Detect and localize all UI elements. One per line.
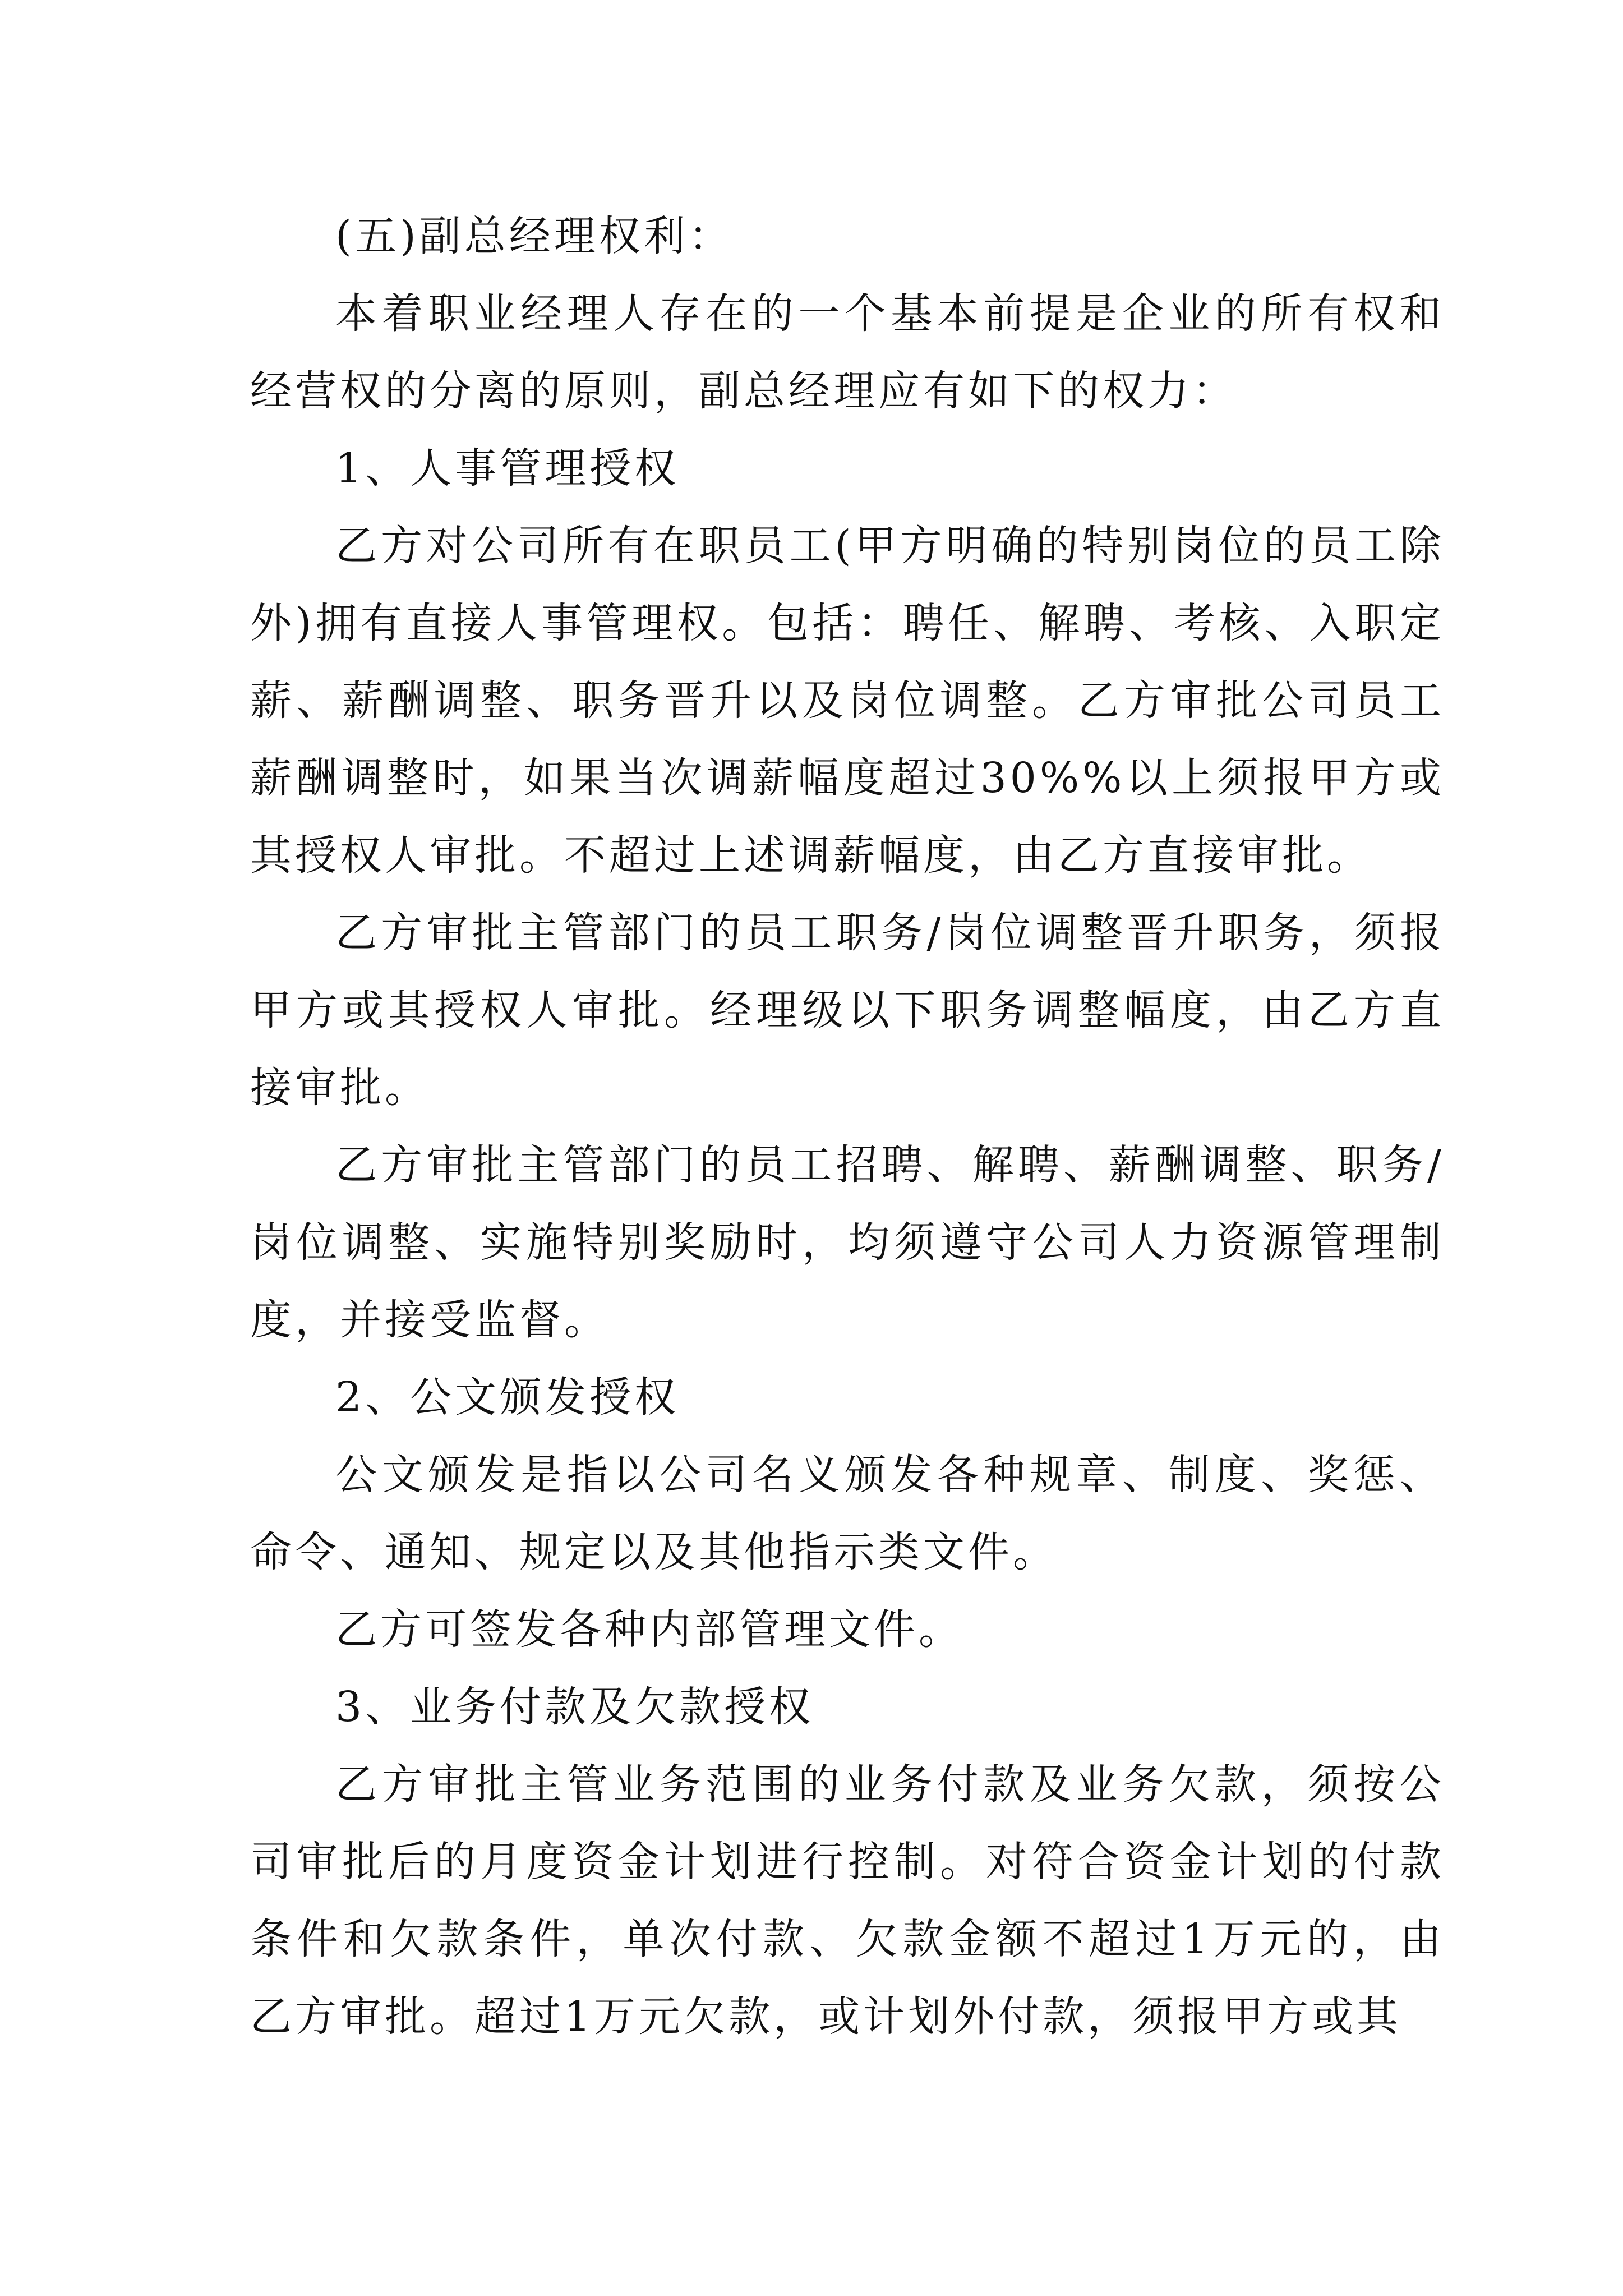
item3-paragraph-1: 乙方审批主管业务范围的业务付款及业务欠款，须按公司审批后的月度资金计划进行控制。对符合资金计划的付款条件和欠款条件，单次付款、欠款金额不超过1万元的，由乙方审批。超过1万元欠款，或计划外付款，须报甲方或其 (250, 1760, 1445, 2041)
item3-heading: 3、业务付款及欠款授权 (335, 1683, 814, 1731)
intro-paragraph: 本着职业经理人存在的一个基本前提是企业的所有权和经营权的分离的原则，副总经理应有如下的权力： (250, 289, 1445, 415)
item2-paragraph-2: 乙方可签发各种内部管理文件。 (335, 1605, 963, 1654)
document-body (250, 197, 1445, 2055)
item1-paragraph-2: 乙方审批主管部门的员工职务/岗位调整晋升职务，须报甲方或其授权人审批。经理级以下职务调整幅度，由乙方直接审批。 (250, 909, 1445, 1112)
item1-paragraph-1: 乙方对公司所有在职员工(甲方明确的特别岗位的员工除外)拥有直接人事管理权。包括：聘任、解聘、考核、入职定薪、薪酬调整、职务晋升以及岗位调整。乙方审批公司员工薪酬调整时，如果当次调薪幅度超过30%%以上须报甲方或其授权人审批。不超过上述调薪幅度，由乙方直接审批。 (250, 522, 1445, 880)
item1-paragraph-3: 乙方审批主管部门的员工招聘、解聘、薪酬调整、职务/岗位调整、实施特别奖励时，均须遵守公司人力资源管理制度，并接受监督。 (250, 1141, 1445, 1344)
item1-heading: 1、人事管理授权 (335, 444, 680, 493)
item2-paragraph-1: 公文颁发是指以公司名义颁发各种规章、制度、奖惩、命令、通知、规定以及其他指示类文件。 (250, 1451, 1445, 1576)
section-title: (五)副总经理权利： (335, 212, 734, 260)
item2-heading: 2、公文颁发授权 (335, 1373, 680, 1421)
